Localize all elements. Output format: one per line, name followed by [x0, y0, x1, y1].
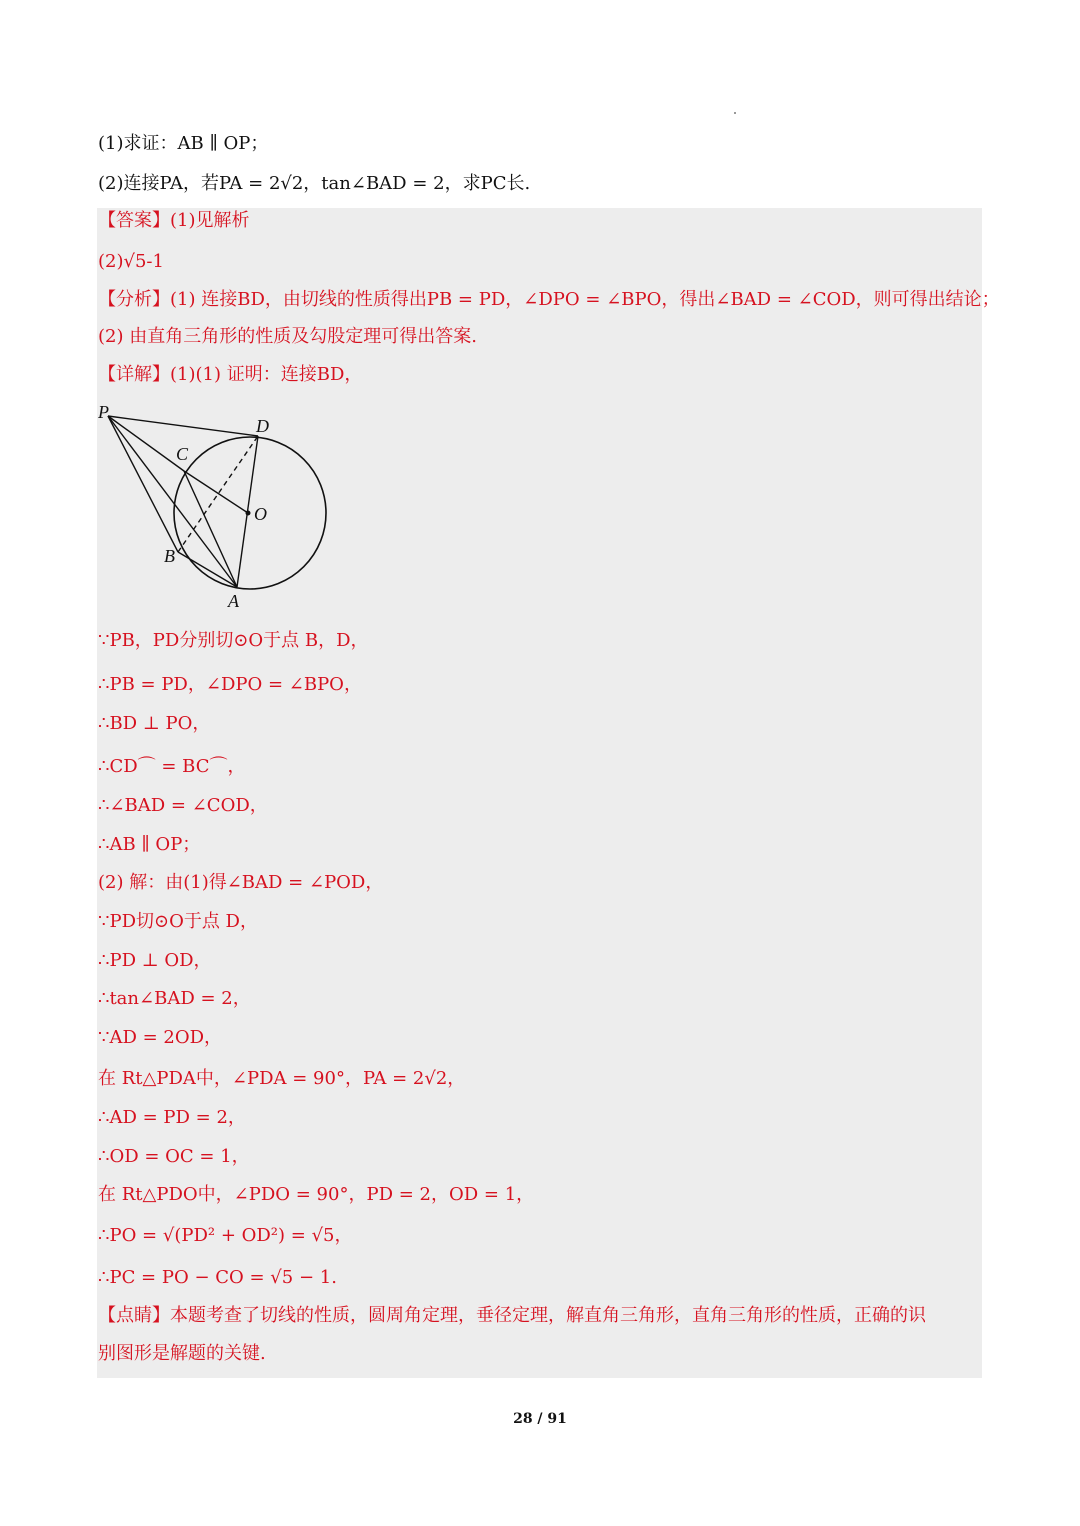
center-point [246, 511, 251, 516]
geometry-figure [98, 400, 338, 615]
step-3: ∴BD ⊥ PO， [98, 713, 211, 734]
step-5: ∴∠BAD = ∠COD， [98, 795, 268, 816]
step-11: ∵AD = 2OD， [98, 1027, 223, 1048]
label-d: D [256, 416, 269, 436]
step-1: ∵PB，PD分别切⊙O于点 B，D， [98, 630, 369, 651]
answer-line2: (2)√5-1 [98, 251, 164, 272]
step-17: ∴PC = PO − CO = √5 − 1. [98, 1267, 337, 1288]
step-15: 在 Rt△PDO中，∠PDO = 90°，PD = 2，OD = 1， [98, 1184, 535, 1205]
label-c: C [176, 444, 189, 464]
stray-dot [734, 112, 736, 114]
step-4: ∴CD⌒ = BC⌒， [98, 756, 246, 777]
label-o: O [254, 504, 267, 524]
step-16: ∴PO = √(PD² + OD²) = √5， [98, 1225, 353, 1246]
step-10: ∴tan∠BAD = 2， [98, 988, 251, 1009]
segment-pb [108, 416, 178, 552]
segment-ba [178, 552, 237, 587]
analysis-line2: (2) 由直角三角形的性质及勾股定理可得出答案. [98, 326, 477, 347]
step-2: ∴PB = PD，∠DPO = ∠BPO， [98, 674, 362, 695]
page-number: 28 / 91 [513, 1411, 567, 1427]
step-8: ∵PD切⊙O于点 D， [98, 911, 258, 932]
step-12: 在 Rt△PDA中，∠PDA = 90°，PA = 2√2， [98, 1068, 466, 1089]
comment-line1: 【点睛】本题考查了切线的性质，圆周角定理，垂径定理，解直角三角形，直角三角形的性质，正确的识 [98, 1305, 926, 1326]
step-9: ∴PD ⊥ OD， [98, 950, 212, 971]
analysis-line1: 【分析】(1) 连接BD，由切线的性质得出PB = PD，∠DPO = ∠BPO，得出∠BAD = ∠COD，则可得出结论； [98, 289, 1000, 310]
step-13: ∴AD = PD = 2， [98, 1107, 246, 1128]
answer-line1: 【答案】(1)见解析 [98, 210, 250, 231]
detail-heading: 【详解】(1)(1) 证明：连接BD， [98, 364, 363, 385]
label-b: B [164, 546, 175, 566]
step-6: ∴AB ∥ OP； [98, 834, 201, 855]
step-14: ∴OD = OC = 1， [98, 1146, 250, 1167]
label-p: P [98, 402, 109, 422]
question-part2: (2)连接PA，若PA = 2√2，tan∠BAD = 2，求PC长. [98, 173, 531, 194]
step-7: (2) 解：由(1)得∠BAD = ∠POD， [98, 872, 384, 893]
label-a: A [228, 591, 239, 611]
question-part1: (1)求证：AB ∥ OP； [98, 133, 269, 154]
comment-line2: 别图形是解题的关键. [98, 1343, 266, 1364]
